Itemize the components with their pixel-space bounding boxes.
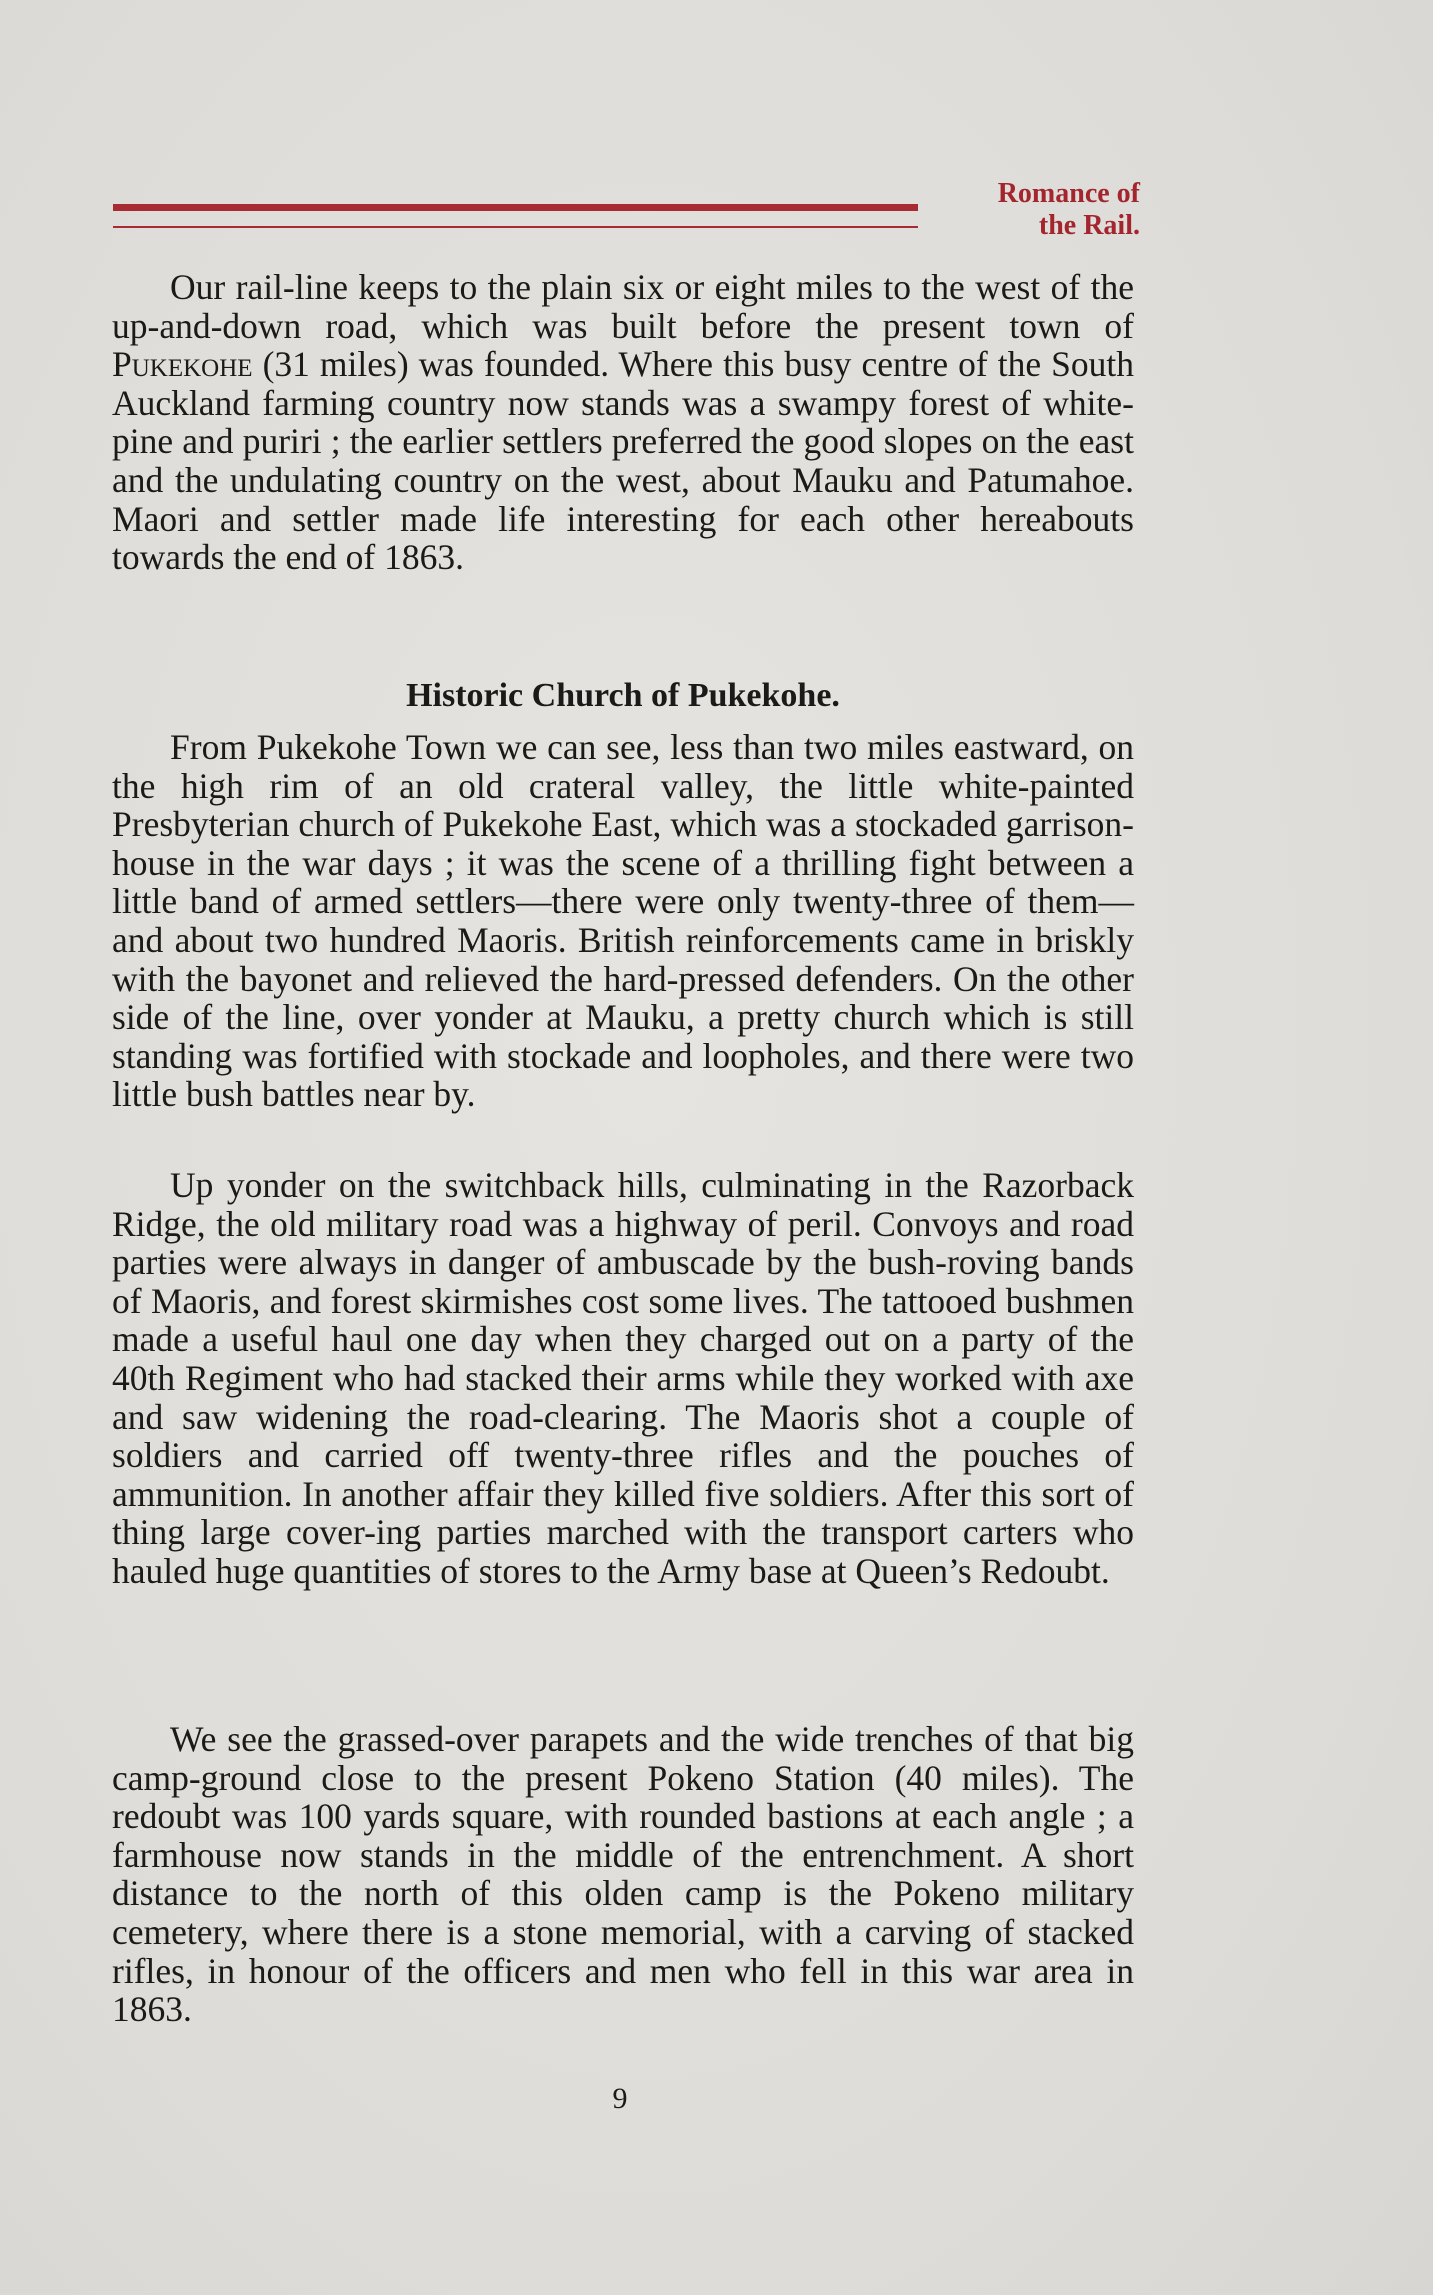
paragraph-3-text: Up yonder on the switchback hills, culminating in the Razorback Ridge, the old military road was a highway of peril. Convoys and road parties were always in danger of ambuscade by the bush-roving bands of Maoris, and forest skirmishes cost some lives. The tattooed bushmen made a useful haul one day when they charged out on a party of the 40th Regiment who had stacked their arms while they worked with axe and saw widening the road-clearing. The Maoris shot a couple of soldiers and carried off twenty-three rifles and the pouches of ammunition. In another affair they killed five soldiers. After this sort of thing large cover-ing parties marched with the transport carters who hauled huge quantities of stores to the Army base at Queen’s Redoubt. bbox=[112, 1165, 1134, 1591]
paragraph-1-part-b: (31 miles) was founded. Where this busy centre of the South Auckland farming country now stands was a swampy forest of white-pine and puriri ; the earlier settlers preferred the good slopes on the east and the undulating country on the west, about Mauku and Patumahoe. Maori and settler made life interesting for each other hereabouts towards the end of 1863. bbox=[112, 344, 1134, 578]
paragraph-1 bbox=[112, 268, 1134, 577]
section-heading: Historic Church of Pukekohe. bbox=[406, 677, 840, 714]
paragraph-4-text: We see the grassed-over parapets and the wide trenches of that big camp-ground close to the present Pokeno Station (40 miles). The redoubt was 100 yards square, with rounded bastions at each angle ; a farmhouse now stands in the middle of the entrenchment. A short distance to the north of this olden camp is the Pokeno military cemetery, where there is a stone memorial, with a carving of stacked rifles, in honour of the officers and men who fell in this war area in 1863. bbox=[112, 1719, 1134, 2030]
running-head-line2: the Rail. bbox=[1038, 210, 1140, 241]
paragraph-1-part-a: Our rail-line keeps to the plain six or eight miles to the west of the up-and-down road, which was built before the present town of bbox=[112, 267, 1134, 346]
paragraph-2-text: From Pukekohe Town we can see, less than two miles eastward, on the high rim of an old crateral valley, the little white-painted Presbyterian church of Pukekohe East, which was a stockaded garrison-house in the war days ; it was the scene of a thrilling fight between a little band of armed settlers—there were only twenty-three of them—and about two hundred Maoris. British reinforcements came in briskly with the bayonet and relieved the hard-pressed defenders. On the other side of the line, over yonder at Mauku, a pretty church which is still standing was fortified with stockade and loopholes, and there were two little bush battles near by. bbox=[112, 727, 1134, 1115]
running-head-line1: Romance of bbox=[997, 178, 1140, 209]
paragraph-3 bbox=[112, 1166, 1134, 1591]
paragraph-2 bbox=[112, 728, 1134, 1114]
paragraph-4 bbox=[112, 1720, 1134, 2029]
paragraph-1-text bbox=[112, 268, 1134, 577]
header-rule-thick bbox=[113, 204, 918, 211]
place-name-pukekohe: Pukekohe bbox=[112, 344, 253, 385]
running-head bbox=[930, 178, 1140, 242]
page-number: 9 bbox=[612, 2082, 628, 2115]
header-rule-thin bbox=[113, 226, 918, 228]
